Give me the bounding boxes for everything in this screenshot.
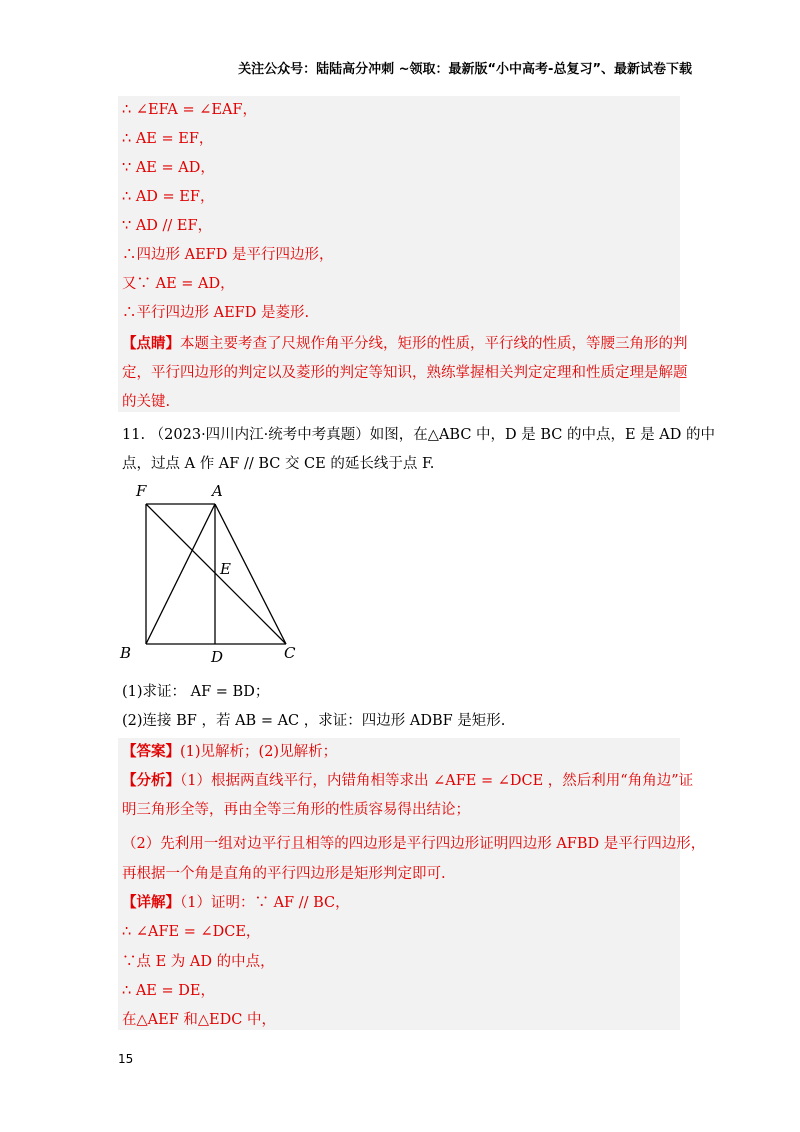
label-b: B — [120, 644, 132, 662]
answer-text: (1)见解析；(2)见解析； — [180, 744, 338, 760]
comment-line: 定，平行四边形的判定以及菱形的判定等知识，熟练掌握相关判定定理和性质定理是解题 — [122, 365, 688, 381]
analysis-tag: 【分析】 — [122, 772, 180, 789]
question-part: (1)求证： AF = BD； — [122, 684, 270, 700]
proof-line: ∴ AD = EF， — [122, 189, 215, 205]
question-line: 点，过点 A 作 AF // BC 交 CE 的延长线于点 F. — [122, 456, 435, 472]
detail-line: ∴ AE = DE， — [122, 983, 215, 999]
question-part: (2)连接 BF ，若 AB = AC ，求证：四边形 ADBF 是矩形. — [122, 713, 506, 729]
question-line: 11. （2023·四川内江·统考中考真题）如图，在△ABC 中，D 是 BC 的中点，E 是 AD 的中 — [122, 427, 716, 443]
detail-line: 在△AEF 和△EDC 中， — [122, 1012, 276, 1028]
detail-line: ∴ ∠AFE = ∠DCE， — [122, 924, 261, 940]
analysis-text: （1）根据两直线平行，内错角相等求出 ∠AFE = ∠DCE ，然后利用“角角边”证 — [180, 773, 694, 789]
proof-line: ∴ ∠EFA = ∠EAF， — [122, 102, 257, 118]
detail-line — [122, 893, 350, 913]
label-a: A — [212, 482, 223, 500]
answer-tag: 【答案】 — [122, 743, 180, 760]
page-header: 关注公众号：陆陆高分冲刺 ~领取：最新版“小中高考-总复习”、最新试卷下载 — [238, 62, 692, 77]
analysis-line: 再根据一个角是直角的平行四边形是矩形判定即可. — [122, 866, 446, 882]
label-e: E — [220, 560, 231, 578]
proof-line: ∴平行四边形 AEFD 是菱形. — [122, 305, 310, 321]
proof-line: ∴ AE = EF， — [122, 131, 214, 147]
answer-line — [122, 742, 337, 762]
segment-ab — [146, 504, 215, 644]
proof-line: ∵ AD // EF， — [122, 218, 213, 234]
geometry-figure — [116, 478, 316, 668]
label-f: F — [136, 482, 147, 500]
analysis-line — [122, 771, 693, 791]
proof-line: ∴四边形 AEFD 是平行四边形， — [122, 247, 334, 263]
detail-line: ∵点 E 为 AD 的中点， — [122, 954, 275, 970]
segment-fc — [146, 504, 286, 644]
detail-text: （1）证明：∵ AF // BC， — [180, 895, 350, 911]
analysis-line: 明三角形全等，再由全等三角形的性质容易得出结论； — [122, 802, 470, 818]
detail-tag: 【详解】 — [122, 894, 180, 911]
comment-line: 的关键. — [122, 394, 171, 410]
page-number: 15 — [118, 1052, 134, 1066]
comment-line — [122, 334, 688, 354]
proof-line: 又∵ AE = AD， — [122, 276, 235, 292]
proof-line: ∵ AE = AD， — [122, 160, 215, 176]
analysis-line: （2）先利用一组对边平行且相等的四边形是平行四边形证明四边形 AFBD 是平行四边形， — [122, 836, 706, 852]
comment-text: 本题主要考查了尺规作角平分线，矩形的性质，平行线的性质，等腰三角形的判 — [180, 336, 688, 352]
label-c: C — [284, 644, 296, 662]
comment-tag: 【点睛】 — [122, 335, 180, 352]
label-d: D — [211, 648, 224, 666]
